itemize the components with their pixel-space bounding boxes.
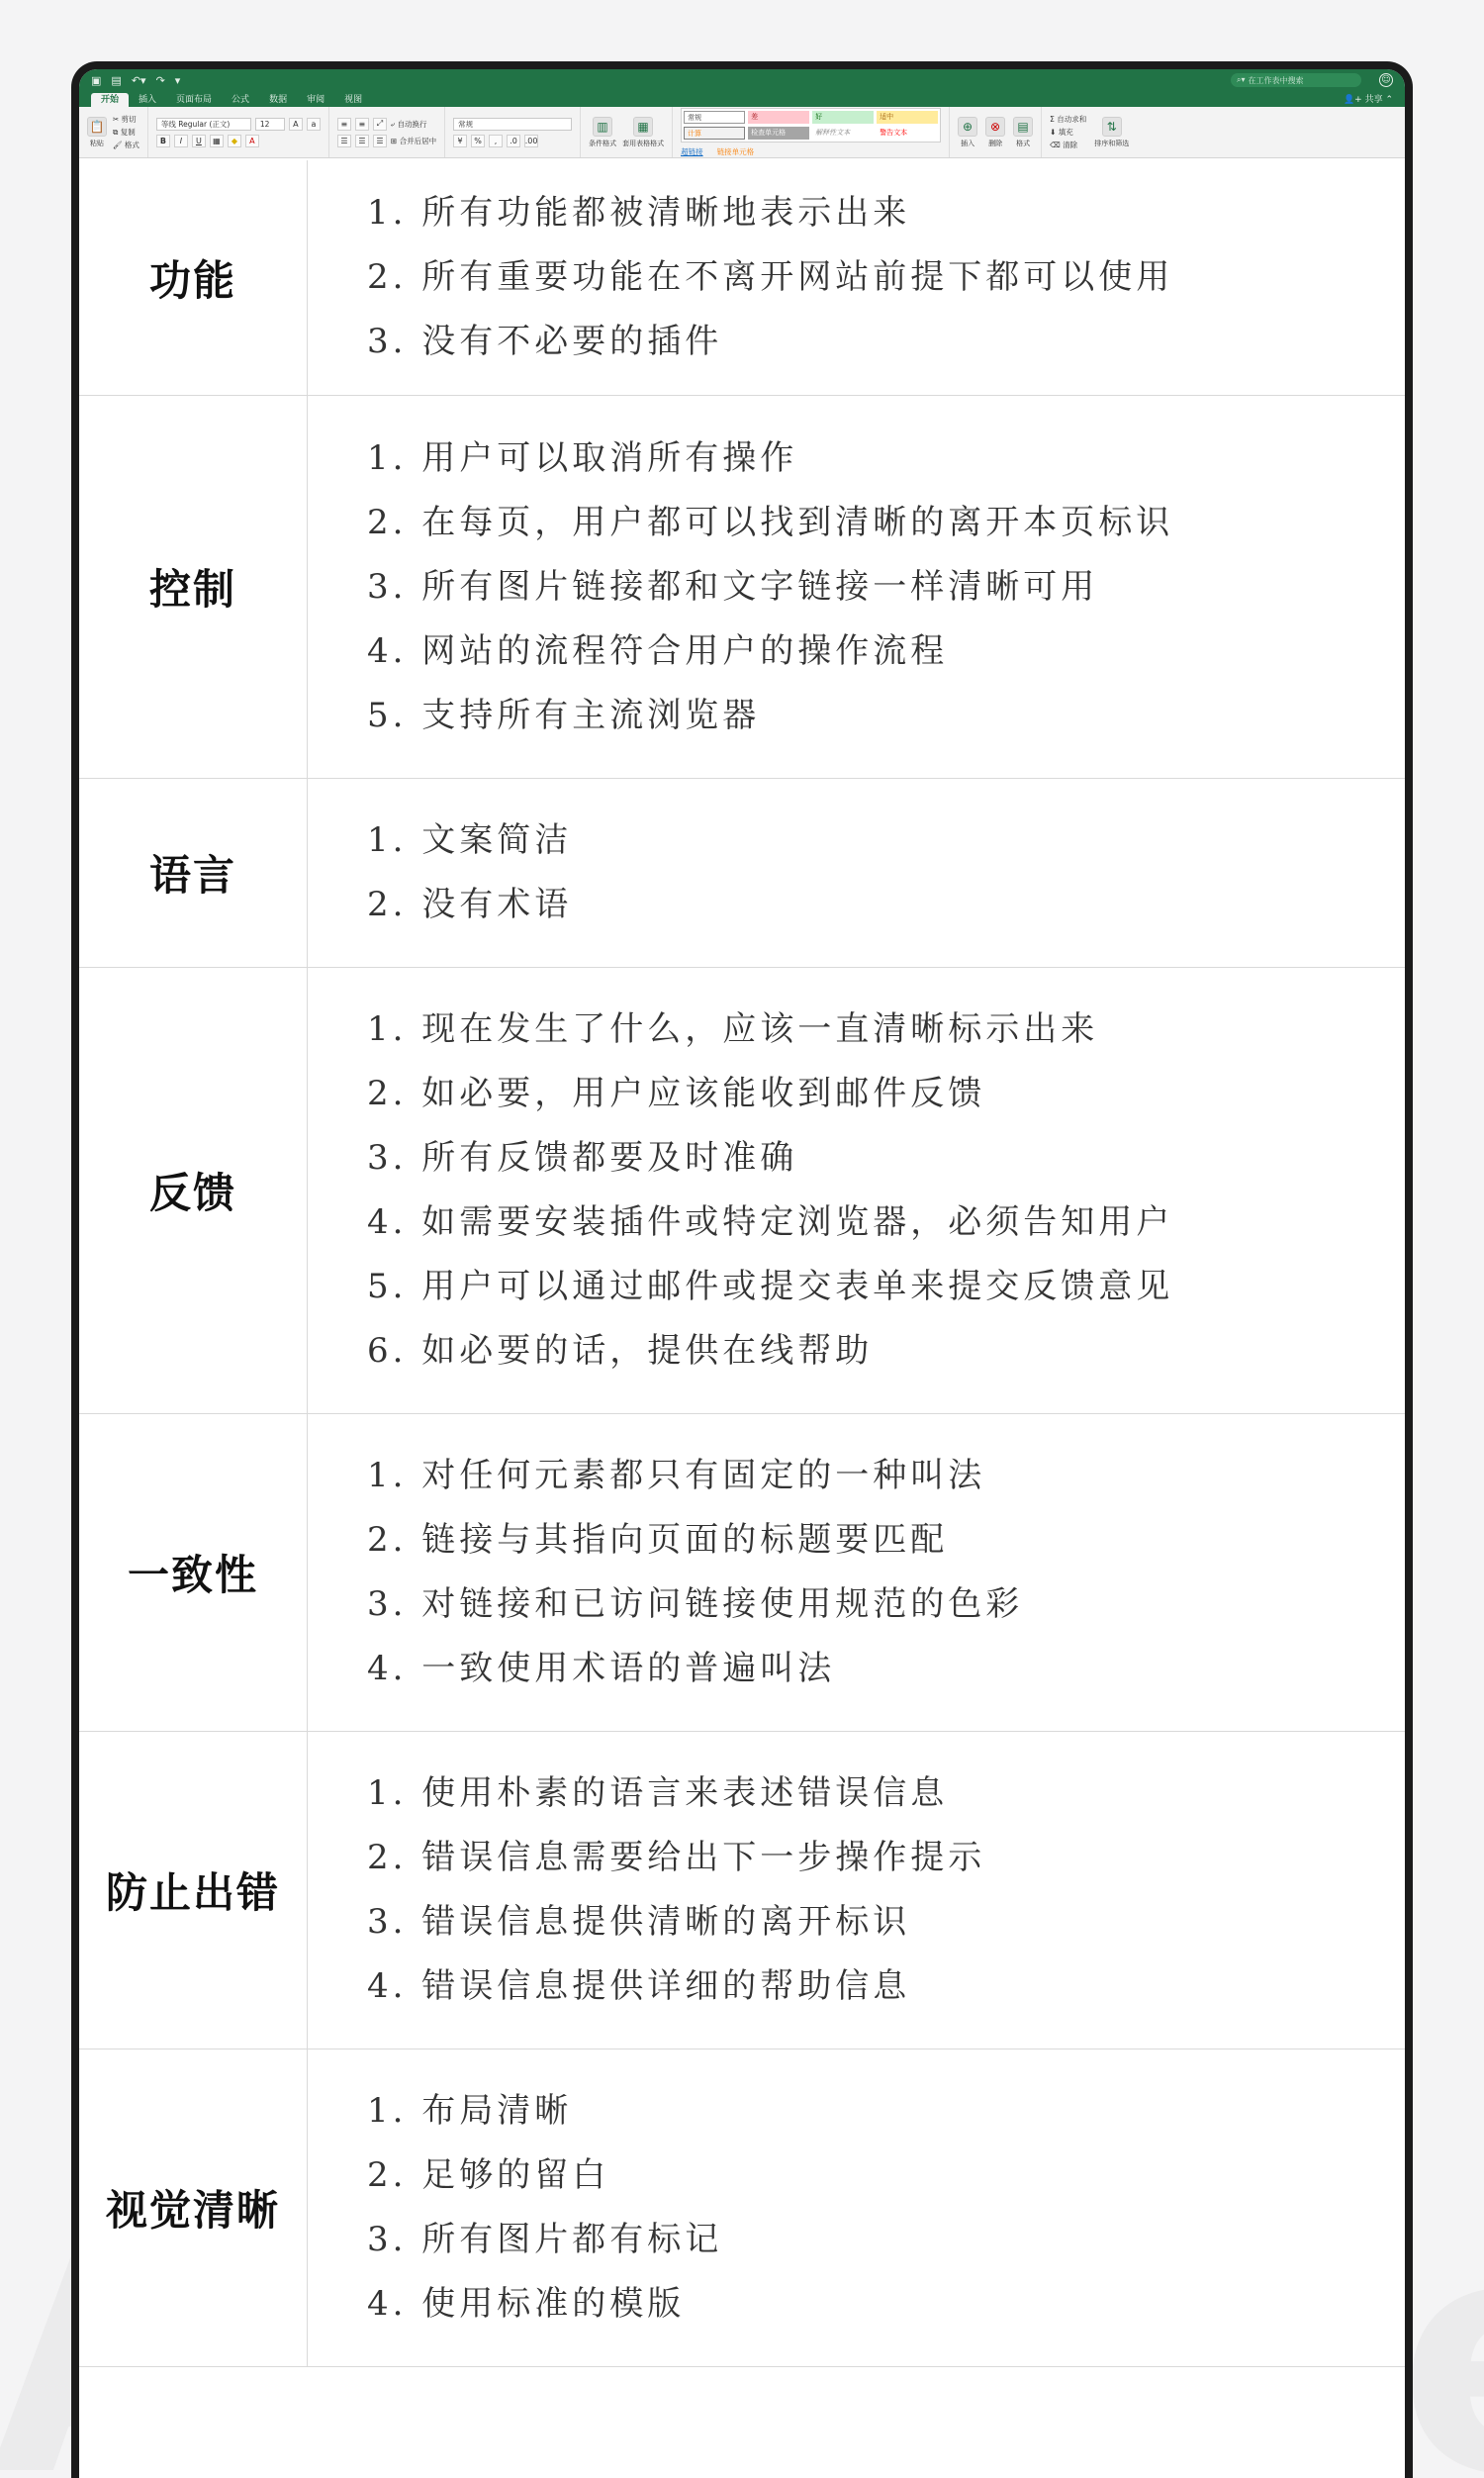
row-items [308, 396, 1405, 778]
list-item: 4. 错误信息提供详细的帮助信息 [367, 1966, 911, 2006]
list-item: 1. 使用朴素的语言来表述错误信息 [367, 1773, 949, 1813]
decrease-font-icon[interactable]: a [307, 118, 321, 131]
font-size-select[interactable]: 12 [255, 118, 285, 131]
row-category: 视觉清晰 [79, 2049, 308, 2366]
row-items [308, 968, 1405, 1413]
percent-icon[interactable]: % [471, 135, 485, 147]
title-bar [79, 69, 1405, 91]
increase-decimal-icon[interactable]: .0 [507, 135, 520, 147]
increase-font-icon[interactable]: A [289, 118, 303, 131]
table-row [79, 968, 1405, 1414]
fill-color-icon[interactable]: ◆ [228, 135, 241, 147]
list-item: 5. 用户可以通过邮件或提交表单来提交反馈意见 [367, 1267, 1174, 1306]
style-check-cell[interactable]: 检查单元格 [748, 127, 809, 140]
copy-button[interactable]: ⧉ 复制 [113, 128, 136, 137]
share-button[interactable]: 👤+ 共享 ⌃ [1343, 95, 1393, 105]
style-neutral[interactable]: 适中 [877, 111, 938, 124]
list-item: 2. 没有术语 [367, 885, 573, 924]
undo-icon[interactable]: ↶▾ [131, 73, 146, 87]
table-row [79, 1732, 1405, 2049]
insert-cells-icon: ⊕ [958, 117, 977, 137]
number-format-select[interactable]: 常规 [453, 118, 572, 131]
currency-icon[interactable]: ¥ [453, 135, 467, 147]
feedback-smiley-icon[interactable]: ☺ [1379, 73, 1393, 87]
sidebar-toggle-icon[interactable]: ▣ [91, 73, 102, 87]
wrap-text-button[interactable]: ⤶ 自动换行 [390, 119, 427, 129]
row-category: 控制 [79, 396, 308, 778]
conditional-format-button[interactable]: ▥ 条件格式 [589, 117, 616, 148]
row-items [308, 1732, 1405, 2049]
font-color-icon[interactable]: A [245, 135, 259, 147]
list-item: 1. 现在发生了什么，应该一直清晰标示出来 [367, 1009, 1099, 1049]
conditional-group [589, 107, 673, 157]
font-name-select[interactable]: 等线 Regular (正文) [156, 118, 251, 131]
paste-button[interactable]: 📋 粘贴 [87, 117, 107, 148]
table-row [79, 779, 1405, 968]
row-category: 反馈 [79, 968, 308, 1413]
checklist-table [79, 160, 1405, 2367]
table-row [79, 396, 1405, 779]
align-right-icon[interactable]: ☰ [373, 135, 387, 147]
insert-button[interactable]: ⊕ 插入 [958, 117, 977, 148]
list-item: 4. 使用标准的模版 [367, 2284, 686, 2324]
cells-group [958, 107, 1042, 157]
table-row [79, 160, 1405, 396]
list-item: 1. 用户可以取消所有操作 [367, 437, 798, 478]
quick-access-toolbar [91, 74, 180, 87]
list-item: 5. 支持所有主流浏览器 [367, 695, 761, 735]
format-cells-icon: ▤ [1013, 117, 1033, 137]
align-center-icon[interactable]: ☰ [355, 135, 369, 147]
fill-button[interactable]: ⬇ 填充 [1050, 128, 1073, 137]
row-category: 防止出错 [79, 1732, 308, 2049]
tab-insert[interactable]: 插入 [139, 95, 157, 105]
decrease-decimal-icon[interactable]: .00 [524, 136, 538, 145]
list-item: 3. 对链接和已访问链接使用规范的色彩 [367, 1584, 1024, 1624]
format-as-table-button[interactable]: ▦ 套用表格格式 [622, 117, 664, 148]
style-explanatory[interactable]: 解释性文本 [815, 128, 851, 137]
table-row [79, 1414, 1405, 1732]
tab-home[interactable]: 开始 [91, 93, 129, 107]
list-item: 2. 如必要，用户应该能收到邮件反馈 [367, 1074, 986, 1113]
style-good[interactable]: 好 [812, 111, 874, 124]
tab-page-layout[interactable]: 页面布局 [176, 95, 213, 105]
align-top-icon[interactable]: ≡ [337, 118, 351, 131]
list-item: 2. 在每页，用户都可以找到清晰的离开本页标识 [367, 502, 1174, 542]
style-warning[interactable]: 警告文本 [880, 128, 908, 137]
bold-icon[interactable]: B [156, 135, 170, 147]
clipboard-group [87, 107, 148, 157]
row-category: 功能 [79, 160, 308, 395]
search-input[interactable]: ⌕▾ 在工作表中搜索 [1231, 73, 1361, 87]
list-item: 2. 错误信息需要给出下一步操作提示 [367, 1838, 986, 1877]
row-items [308, 2049, 1405, 2366]
font-group [156, 107, 329, 157]
person-icon: 👤+ [1343, 95, 1365, 105]
align-middle-icon[interactable]: ≡ [355, 118, 369, 131]
search-icon: ⌕▾ [1237, 75, 1246, 84]
autosum-button[interactable]: Σ 自动求和 [1050, 115, 1087, 124]
redo-icon[interactable]: ↷ [155, 73, 165, 87]
row-items [308, 779, 1405, 967]
number-group [453, 107, 581, 157]
row-category: 一致性 [79, 1414, 308, 1731]
list-item: 1. 布局清晰 [367, 2091, 573, 2131]
tab-review[interactable]: 审阅 [307, 95, 325, 105]
list-item: 4. 网站的流程符合用户的操作流程 [367, 630, 949, 671]
format-painter-button[interactable]: 🖌 格式 [113, 141, 139, 149]
list-item: 3. 没有不必要的插件 [367, 322, 723, 361]
tab-formulas[interactable]: 公式 [232, 95, 250, 105]
save-icon[interactable]: ▤ [111, 73, 122, 87]
sort-filter-button[interactable]: ⇅ 排序和筛选 [1094, 117, 1129, 148]
clipboard-icon: 📋 [87, 117, 107, 137]
customize-chevron-icon[interactable]: ▾ [174, 73, 181, 87]
row-category: 语言 [79, 779, 308, 967]
list-item: 6. 如必要的话，提供在线帮助 [367, 1331, 874, 1371]
list-item: 4. 如需要安装插件或特定浏览器，必须告知用户 [367, 1202, 1174, 1242]
conditional-format-icon: ▥ [593, 117, 612, 137]
cell-styles-group [681, 107, 950, 157]
style-calculation[interactable]: 计算 [684, 127, 745, 140]
italic-icon[interactable]: I [174, 135, 188, 147]
cut-button[interactable]: ✂ 剪切 [113, 115, 137, 124]
list-item: 3. 错误信息提供清晰的离开标识 [367, 1902, 911, 1942]
row-items [308, 1414, 1405, 1731]
style-linked-cell[interactable]: 链接单元格 [716, 146, 755, 156]
list-item: 2. 足够的留白 [367, 2155, 610, 2195]
editing-group [1050, 107, 1137, 157]
border-icon[interactable]: ▦ [210, 135, 224, 147]
underline-icon[interactable]: U [192, 135, 206, 147]
align-left-icon[interactable]: ☰ [337, 135, 351, 147]
list-item: 2. 所有重要功能在不离开网站前提下都可以使用 [367, 257, 1174, 297]
sort-filter-icon: ⇅ [1102, 117, 1122, 137]
format-button[interactable]: ▤ 格式 [1013, 117, 1033, 148]
style-bad[interactable]: 差 [748, 111, 809, 124]
list-item: 1. 所有功能都被清晰地表示出来 [367, 193, 911, 233]
tab-view[interactable]: 视图 [344, 95, 363, 105]
list-item: 3. 所有图片都有标记 [367, 2220, 723, 2259]
list-item: 4. 一致使用术语的普遍叫法 [367, 1649, 836, 1688]
comma-icon[interactable]: , [489, 135, 503, 147]
list-item: 2. 链接与其指向页面的标题要匹配 [367, 1520, 949, 1560]
ribbon-home [79, 107, 1405, 158]
excel-window [79, 69, 1405, 2478]
style-normal[interactable]: 常规 [684, 111, 745, 124]
clear-button[interactable]: ⌫ 清除 [1050, 141, 1078, 149]
style-hyperlink[interactable]: 超链接 [681, 146, 703, 156]
table-icon: ▦ [633, 117, 653, 137]
delete-cells-icon: ⊗ [985, 117, 1005, 137]
table-row [79, 2049, 1405, 2367]
alignment-group [337, 107, 445, 157]
delete-button[interactable]: ⊗ 删除 [985, 117, 1005, 148]
row-items [308, 160, 1405, 395]
ribbon-tabs [79, 91, 1405, 107]
list-item: 3. 所有图片链接都和文字链接一样清晰可用 [367, 566, 1099, 607]
list-item: 1. 对任何元素都只有固定的一种叫法 [367, 1456, 986, 1495]
merge-center-button[interactable]: ⊞ 合并后居中 [390, 136, 437, 145]
list-item: 1. 文案简洁 [367, 820, 573, 860]
orientation-icon[interactable]: ⤢ [373, 118, 387, 131]
list-item: 3. 所有反馈都要及时准确 [367, 1138, 798, 1178]
cell-styles-gallery[interactable] [681, 108, 941, 143]
tab-data[interactable]: 数据 [269, 95, 288, 105]
